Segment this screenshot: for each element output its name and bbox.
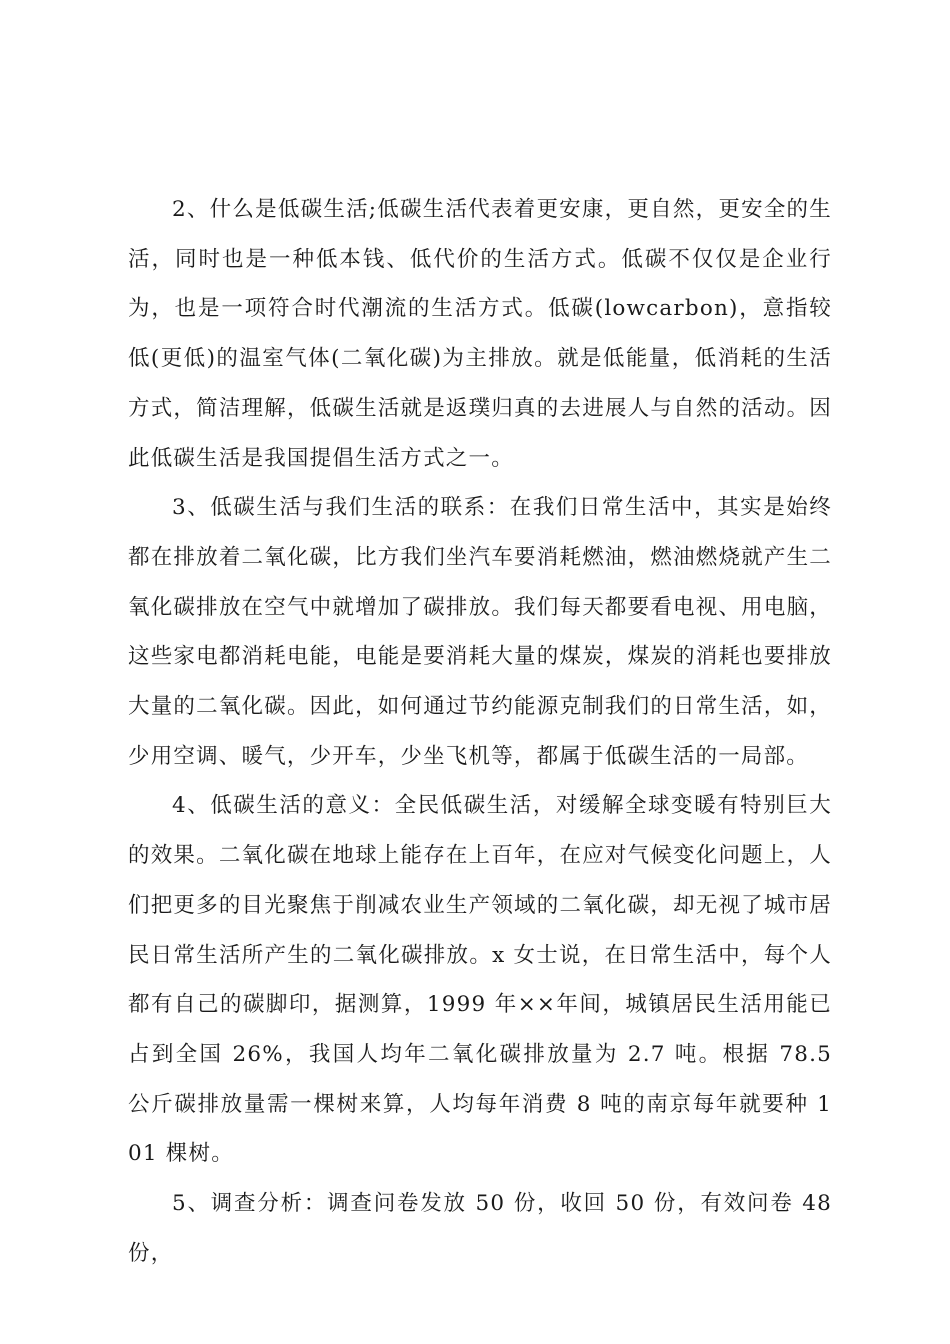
paragraph-2-definition: 2、什么是低碳生活;低碳生活代表着更安康，更自然，更安全的生活，同时也是一种低本钱、低代价的生活方式。低碳不仅仅是企业行为，也是一项符合时代潮流的生活方式。低碳(lowcarbon)，意指较低(更低)的温室气体(二氧化碳)为主排放。就是低能量，低消耗的生活方式，简洁理解，低碳生活就是返璞归真的去进展人与自然的活动。因此低碳生活是我国提倡生活方式之一。: [128, 197, 832, 471]
paragraph-4-significance: 4、低碳生活的意义：全民低碳生活，对缓解全球变暖有特别巨大的效果。二氧化碳在地球上能存在上百年，在应对气候变化问题上，人们把更多的目光聚焦于削减农业生产领域的二氧化碳，却无视了城市居民日常生活所产生的二氧化碳排放。x 女士说，在日常生活中，每个人都有自己的碳脚印，据测算，1999 年××年间，城镇居民生活用能已占到全国 26%，我国人均年二氧化碳排放量为 2.7 吨。根据 78.5 公斤碳排放量需一棵树来算，人均每年消费 8 吨的南京每年就要种 101 棵树。: [128, 793, 832, 1167]
document-body: [128, 185, 832, 1278]
paragraph-5-survey: 5、调查分析：调查问卷发放 50 份，收回 50 份，有效问卷 48 份，: [128, 1191, 832, 1266]
paragraph-3-connection: 3、低碳生活与我们生活的联系：在我们日常生活中，其实是始终都在排放着二氧化碳，比方我们坐汽车要消耗燃油，燃油燃烧就产生二氧化碳排放在空气中就增加了碳排放。我们每天都要看电视、用电脑，这些家电都消耗电能，电能是要消耗大量的煤炭，煤炭的消耗也要排放大量的二氧化碳。因此，如何通过节约能源克制我们的日常生活，如，少用空调、暖气，少开车，少坐飞机等，都属于低碳生活的一局部。: [128, 495, 832, 769]
